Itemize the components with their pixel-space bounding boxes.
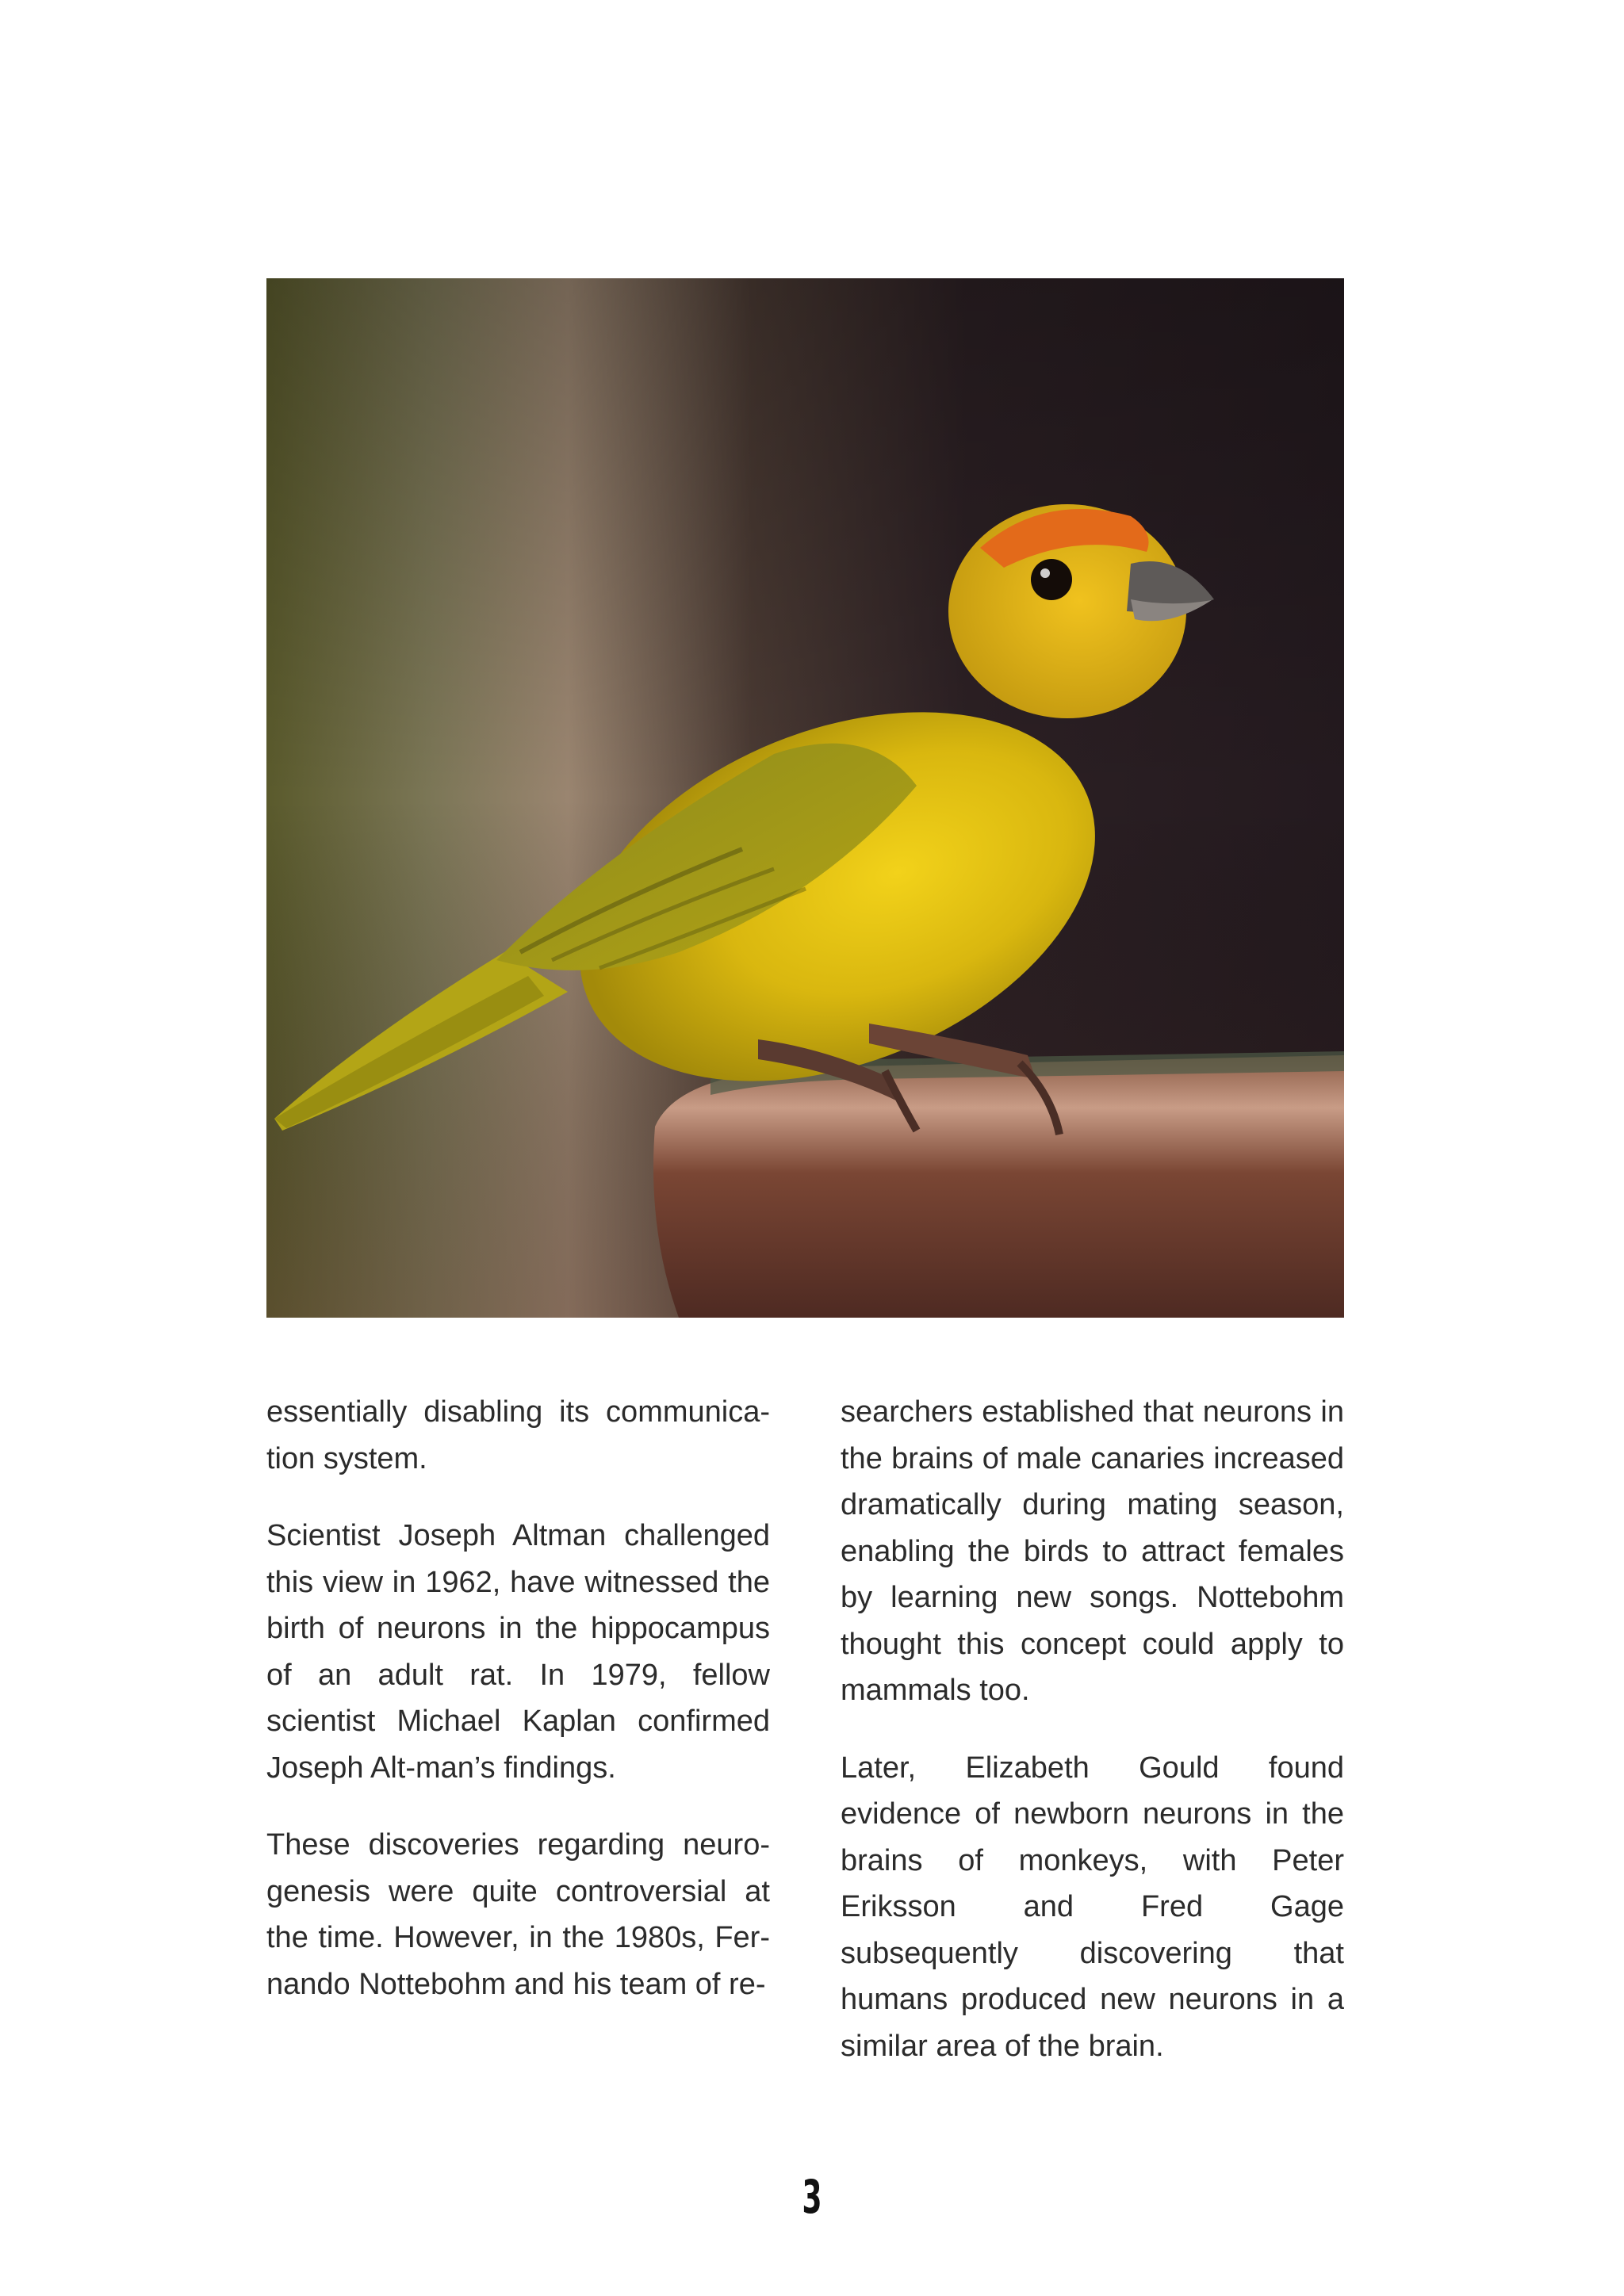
page-number: 3 bbox=[802, 2170, 822, 2224]
paragraph: searchers established that neurons in the brains of male canaries increased dramatically during mating season, enabling the birds to attract females by learning new songs. Nottebohm thought this concept could apply to mammals too. bbox=[841, 1395, 1344, 1707]
text-column-right bbox=[841, 1389, 1344, 2100]
text-column-left bbox=[266, 1389, 770, 2038]
paragraph: Scientist Joseph Altman challenged this view in 1962, have witnessed the birth of neurons in the hippocampus of an adult rat. In 1979, fellow scientist Michael Kaplan confirmed Joseph Alt-man’s findings. bbox=[266, 1519, 770, 1785]
paragraph: Later, Elizabeth Gould found evidence of newborn neurons in the brains of monkeys, with Peter Eriksson and Fred Gage subsequently discovering that humans produced new neurons in a similar area of the brain. bbox=[841, 1751, 1344, 2063]
bird-photo bbox=[266, 278, 1344, 1318]
paragraph: These discoveries regarding neuro-genesis were quite controversial at the time. However, in the 1980s, Fer-nando Nottebohm and his team of re- bbox=[266, 1828, 770, 2001]
paragraph: essentially disabling its communica-tion system. bbox=[266, 1395, 770, 1475]
